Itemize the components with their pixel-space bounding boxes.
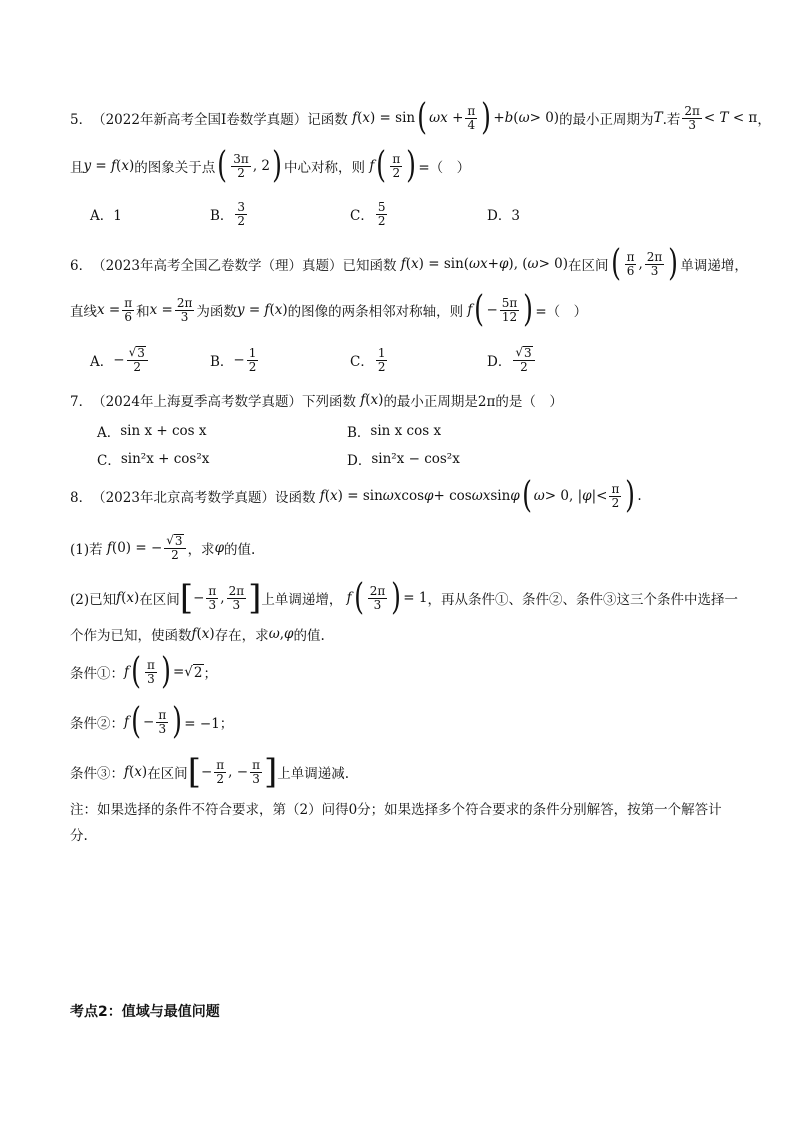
q5-option-c: C． $\frac{5}{2}$	[350, 199, 386, 228]
q5-option-d: D．3	[487, 208, 520, 224]
q7-option-a: A． sin x + cos x	[97, 423, 207, 441]
q7-option-c: C． sin²x + cos²x	[97, 451, 210, 469]
q6-option-a: A． − √ 3 2	[90, 342, 150, 378]
q5-line-1: 5． （2022年新高考全国I卷数学真题） 记函数 f ( x ) = sin ( ωx + $\frac{\pi}{4}$ ) + b ( ω > 0) 的最小正周期为 T .若 $\frac{2\pi}{3}$ < T < π ，	[70, 97, 771, 138]
q8-condition-1: 条件①： f ( $\frac{\pi}{3}$ ) = √ 2 ；	[70, 651, 217, 692]
q7-line-1: 7． （2024年上海夏季高考数学真题） 下列函数 f ( x ) 的最小正周期是2π的是（ ）	[70, 392, 563, 410]
q8-part-1: (1)若 f (0) = − √ 3 2 ，求 φ 的值.	[70, 533, 256, 562]
q5-option-a: A．1	[90, 208, 122, 224]
q6-option-b: B． − $\frac{1}{2}$	[210, 345, 257, 374]
q6-line-2: 直线 x = $\frac{\pi}{6}$ 和 x = $\frac{2\pi}{3}$ 为函数 y = f ( x ) 的图像的两条相邻对称轴，则 f ( − $\frac{5\pi}{12}$ ) =（ ）	[70, 289, 588, 330]
q8-condition-2: 条件②： f ( − $\frac{\pi}{3}$ ) = −1；	[70, 701, 234, 742]
q5-line-2: 且 y = f ( x ) 的图象关于点 ( $\frac{3\pi}{2}$ , 2 ) 中心对称，则 f ( $\frac{\pi}{2}$ ) =（ ）	[70, 145, 471, 186]
q6-option-d: D． √ 3 2	[487, 342, 537, 378]
q8-part-2-line-1: (2)已知 f ( x ) 在区间 [ − $\frac{\pi}{3}$ , $\frac{2\pi}{3}$ ] 上单调递增， f ( $\frac{2\pi}{3}$ ) = 1 ，再从条件①、条件②、条件③这三个条件中选择一	[70, 577, 738, 618]
q6-option-c: C． $\frac{1}{2}$	[350, 345, 386, 374]
section-heading: 考点2：值域与最值问题	[70, 1004, 220, 1020]
q7-option-d: D． sin²x − cos²x	[347, 451, 460, 469]
q8-note: 注：如果选择的条件不符合要求，第（2）问得0分；如果选择多个符合要求的条件分别解答，按第一个解答计分.	[70, 802, 722, 844]
q8-line-1: 8． （2023年北京高考数学真题） 设函数 f ( x ) = sin ωx cos φ + cos ωx sin φ ( ω > 0, | φ |< $\frac{\pi}{2}$ ) .	[70, 475, 642, 516]
q8-part-2-line-2: 个作为已知，使函数 f ( x ) 存在，求 ω , φ 的值.	[70, 626, 325, 644]
q8-condition-3: 条件③： f ( x ) 在区间 [ − $\frac{\pi}{2}$ , − $\frac{\pi}{3}$ ] 上单调递减.	[70, 752, 350, 792]
q6-line-1: 6． （2023年高考全国乙卷数学（理）真题） 已知函数 f ( x ) = sin( ωx + φ ), ( ω > 0) 在区间 ( $\frac{\pi}{6}$ , $\frac{2\pi}{3}$ ) 单调递增，	[70, 243, 748, 284]
math: f	[347, 110, 358, 126]
q7-option-b: B． sin x cos x	[347, 423, 442, 441]
q5-option-b: B． $\frac{3}{2}$	[210, 199, 246, 228]
